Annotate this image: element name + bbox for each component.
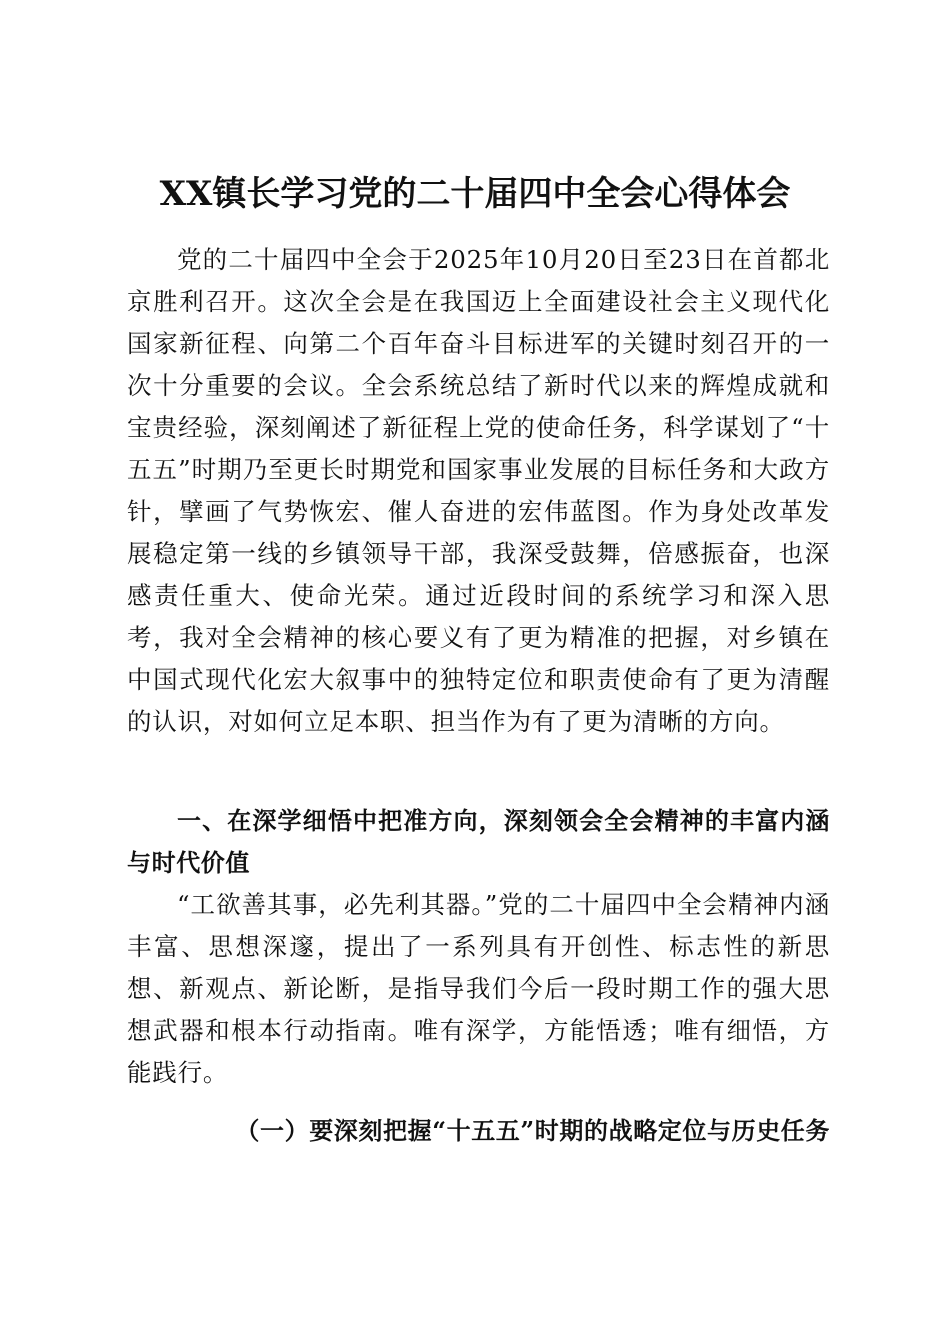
document-title: XX镇长学习党的二十届四中全会心得体会	[159, 174, 791, 214]
section-heading-1: 一、在深学细悟中把准方向，深刻领会全会精神的丰富内涵与时代价值	[127, 807, 830, 877]
intro-paragraph: 党的二十届四中全会于2025年10月20日至23日在首都北京胜利召开。这次全会是在我国迈上全面建设社会主义现代化国家新征程、向第二个百年奋斗目标进军的关键时刻召开的一次十分重要的会议。全会系统总结了新时代以来的辉煌成就和宝贵经验，深刻阐述了新征程上党的使命任务，科学谋划了“十五五”时期乃至更长时期党和国家事业发展的目标任务和大政方针，擘画了气势恢宏、催人奋进的宏伟蓝图。作为身处改革发展稳定第一线的乡镇领导干部，我深受鼓舞，倍感振奋，也深感责任重大、使命光荣。通过近段时间的系统学习和深入思考，我对全会精神的核心要义有了更为精准的把握，对乡镇在中国式现代化宏大叙事中的独特定位和职责使命有了更为清醒的认识，对如何立足本职、担当作为有了更为清晰的方向。	[127, 245, 831, 736]
section-1-paragraph: “工欲善其事，必先利其器。”党的二十届四中全会精神内涵丰富、思想深邃，提出了一系列具有开创性、标志性的新思想、新观点、新论断，是指导我们今后一段时期工作的强大思想武器和根本行动指南。唯有深学，方能悟透；唯有细悟，方能践行。	[127, 890, 830, 1087]
subsection-heading-1: （一）要深刻把握“十五五”时期的战略定位与历史任务	[235, 1116, 830, 1145]
